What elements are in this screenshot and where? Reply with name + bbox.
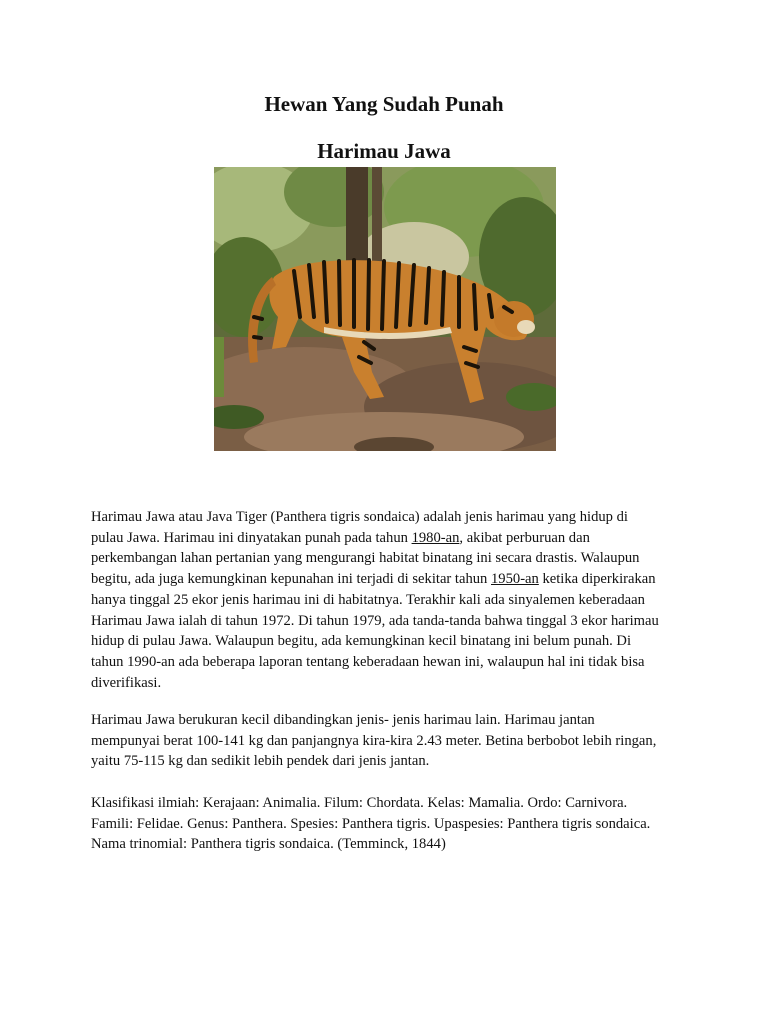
- text-span: ketika diperkirakan: [538, 571, 656, 588]
- text-span: , akibat perburuan dan: [459, 529, 590, 546]
- text-line: mempunyai berat 100-141 kg dan panjangnya kira-kira 2.43 meter. Betina berbobot lebih ringan,: [91, 732, 657, 749]
- text-line: yaitu 75-115 kg dan sedikit lebih pendek dari jenis jantan.: [91, 753, 430, 770]
- paragraph-classification: [91, 793, 691, 855]
- text-line: Famili: Felidae. Genus: Panthera. Spesies: Panthera tigris. Upaspesies: Panthera tigris sondaica.: [91, 815, 651, 832]
- text-line: hidup di pulau Jawa. Walaupun begitu, ada kemungkinan kecil binatang ini belum punah. Di: [91, 633, 632, 650]
- text-line: diverifikasi.: [91, 674, 162, 691]
- text-line: [91, 569, 691, 590]
- text-span: begitu, ada juga kemungkinan kepunahan ini terjadi di sekitar tahun: [91, 571, 491, 588]
- text-line: Harimau Jawa berukuran kecil dibandingkan jenis- jenis harimau lain. Harimau jantan: [91, 712, 595, 728]
- text-line: perkembangan lahan pertanian yang mengurangi habitat binatang ini secara drastis. Walaupun: [91, 550, 640, 567]
- text-span: pulau Jawa. Harimau ini dinyatakan punah pada tahun: [91, 529, 412, 546]
- link-1950-an[interactable]: 1950-an: [491, 571, 539, 588]
- paragraph-description: [91, 507, 691, 693]
- text-line: [91, 528, 691, 549]
- tiger-photo-illustration: [214, 167, 556, 451]
- text-line: Klasifikasi ilmiah: Kerajaan: Animalia. Filum: Chordata. Kelas: Mamalia. Ordo: Carnivora.: [91, 795, 628, 811]
- text-line: Harimau Jawa ialah di tahun 1972. Di tahun 1979, ada tanda-tanda bahwa tinggal 3 ekor harimau: [91, 612, 659, 629]
- text-line: hanya tinggal 25 ekor jenis harimau ini di habitatnya. Terakhir kali ada sinyalemen keberadaan: [91, 591, 645, 608]
- text-line: Nama trinomial: Panthera tigris sondaica. (Temminck, 1844): [91, 836, 446, 853]
- link-1980-an[interactable]: 1980-an: [411, 529, 460, 546]
- section-title: Harimau Jawa: [317, 139, 451, 163]
- paragraph-size: [91, 710, 691, 772]
- page-title: Hewan Yang Sudah Punah: [264, 92, 504, 116]
- text-line: tahun 1990-an ada beberapa laporan tentang keberadaan hewan ini, walaupun hal ini tidak bisa: [91, 653, 645, 670]
- text-line: Harimau Jawa atau Java Tiger (Panthera tigris sondaica) adalah jenis harimau yang hidup di: [91, 509, 628, 525]
- tiger-photo: [214, 167, 556, 451]
